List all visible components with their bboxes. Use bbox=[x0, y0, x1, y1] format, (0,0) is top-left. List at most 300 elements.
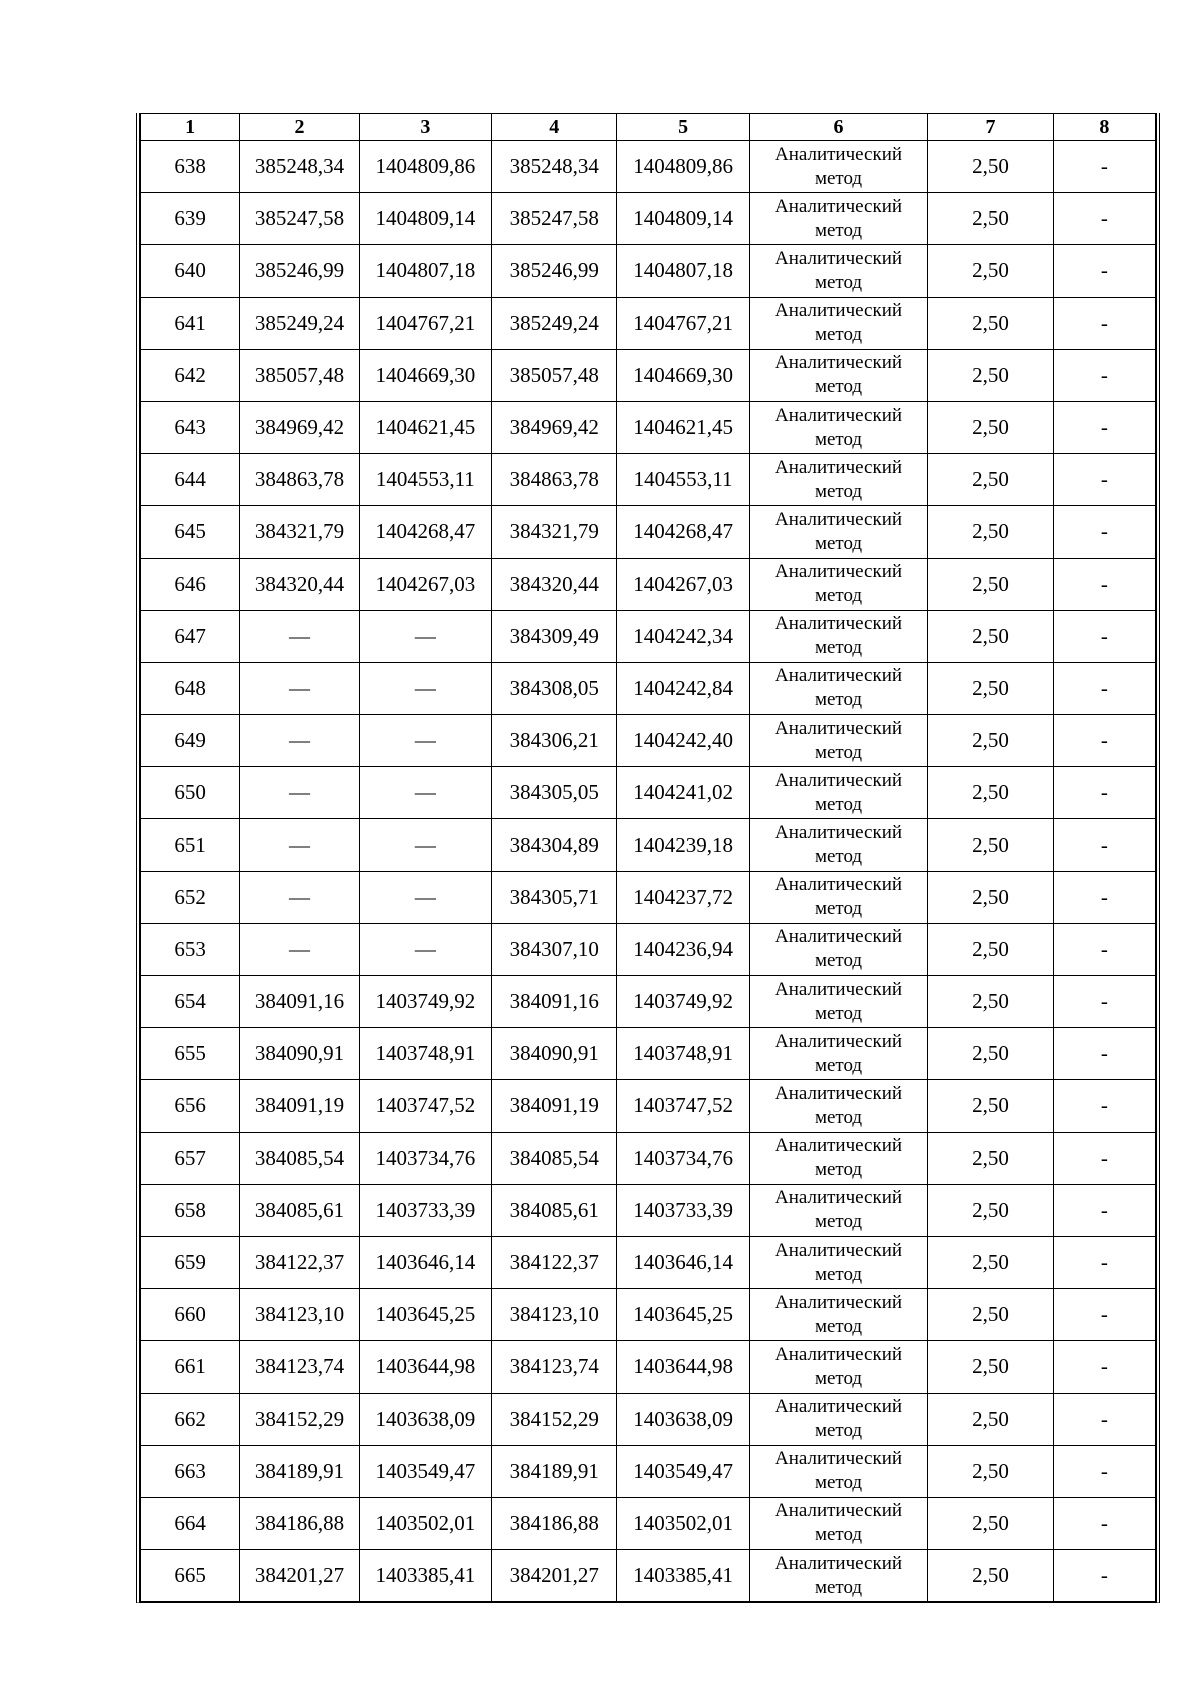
method-line-2: метод bbox=[814, 167, 863, 189]
method-line-1: Аналитический bbox=[774, 1239, 903, 1261]
x-old-cell: — bbox=[240, 715, 359, 767]
column-header: 8 bbox=[1053, 114, 1155, 141]
method-line-1: Аналитический bbox=[774, 665, 903, 687]
method-line-2: метод bbox=[814, 689, 863, 711]
coordinates-table bbox=[140, 113, 1156, 1602]
method-cell bbox=[749, 193, 928, 245]
method-line-2: метод bbox=[814, 219, 863, 241]
y-new-cell: 1404242,40 bbox=[617, 715, 749, 767]
column-header: 2 bbox=[240, 114, 359, 141]
y-old-cell: 1403502,01 bbox=[359, 1497, 491, 1549]
x-old-cell: — bbox=[240, 871, 359, 923]
accuracy-cell: 2,50 bbox=[928, 245, 1053, 297]
table-row bbox=[141, 1393, 1156, 1445]
table-row bbox=[141, 1445, 1156, 1497]
table-row bbox=[141, 662, 1156, 714]
method-line-2: метод bbox=[814, 532, 863, 554]
method-line-1: Аналитический bbox=[774, 717, 903, 739]
note-cell: - bbox=[1053, 1445, 1155, 1497]
y-old-cell: 1404767,21 bbox=[359, 297, 491, 349]
x-new-cell: 385248,34 bbox=[492, 141, 617, 193]
accuracy-cell: 2,50 bbox=[928, 1080, 1053, 1132]
y-old-cell: 1404807,18 bbox=[359, 245, 491, 297]
accuracy-cell: 2,50 bbox=[928, 1393, 1053, 1445]
note-cell: - bbox=[1053, 715, 1155, 767]
method-line-1: Аналитический bbox=[774, 978, 903, 1000]
y-old-cell: 1404669,30 bbox=[359, 349, 491, 401]
method-line-2: метод bbox=[814, 1576, 863, 1598]
method-line-1: Аналитический bbox=[774, 300, 903, 322]
x-old-cell: 385248,34 bbox=[240, 141, 359, 193]
point-number-cell: 649 bbox=[141, 715, 240, 767]
note-cell: - bbox=[1053, 923, 1155, 975]
x-old-cell: 384969,42 bbox=[240, 401, 359, 453]
point-number-cell: 663 bbox=[141, 1445, 240, 1497]
note-cell: - bbox=[1053, 1550, 1155, 1602]
point-number-cell: 664 bbox=[141, 1497, 240, 1549]
x-new-cell: 384321,79 bbox=[492, 506, 617, 558]
y-old-cell: 1404621,45 bbox=[359, 401, 491, 453]
y-old-cell: 1403733,39 bbox=[359, 1184, 491, 1236]
method-cell bbox=[749, 976, 928, 1028]
x-old-cell: 385057,48 bbox=[240, 349, 359, 401]
method-cell bbox=[749, 662, 928, 714]
y-old-cell: 1403638,09 bbox=[359, 1393, 491, 1445]
y-new-cell: 1403385,41 bbox=[617, 1550, 749, 1602]
x-old-cell: 384085,54 bbox=[240, 1132, 359, 1184]
note-cell: - bbox=[1053, 401, 1155, 453]
y-new-cell: 1404809,86 bbox=[617, 141, 749, 193]
point-number-cell: 658 bbox=[141, 1184, 240, 1236]
method-line-2: метод bbox=[814, 898, 863, 920]
y-new-cell: 1404241,02 bbox=[617, 767, 749, 819]
table-row bbox=[141, 193, 1156, 245]
y-new-cell: 1403646,14 bbox=[617, 1236, 749, 1288]
method-line-1: Аналитический bbox=[774, 1343, 903, 1365]
x-old-cell: 384863,78 bbox=[240, 454, 359, 506]
method-line-1: Аналитический bbox=[774, 769, 903, 791]
method-line-2: метод bbox=[814, 1002, 863, 1024]
note-cell: - bbox=[1053, 1341, 1155, 1393]
method-cell bbox=[749, 558, 928, 610]
y-new-cell: 1403734,76 bbox=[617, 1132, 749, 1184]
accuracy-cell: 2,50 bbox=[928, 767, 1053, 819]
method-line-1: Аналитический bbox=[774, 404, 903, 426]
method-line-2: метод bbox=[814, 793, 863, 815]
method-line-1: Аналитический bbox=[774, 926, 903, 948]
method-cell bbox=[749, 1080, 928, 1132]
accuracy-cell: 2,50 bbox=[928, 506, 1053, 558]
y-old-cell: — bbox=[359, 871, 491, 923]
x-new-cell: 384305,05 bbox=[492, 767, 617, 819]
table-row bbox=[141, 819, 1156, 871]
point-number-cell: 645 bbox=[141, 506, 240, 558]
method-cell bbox=[749, 819, 928, 871]
x-old-cell: 384091,19 bbox=[240, 1080, 359, 1132]
table-row bbox=[141, 1132, 1156, 1184]
method-line-2: метод bbox=[814, 376, 863, 398]
y-old-cell: 1403734,76 bbox=[359, 1132, 491, 1184]
x-old-cell: 384201,27 bbox=[240, 1550, 359, 1602]
accuracy-cell: 2,50 bbox=[928, 1028, 1053, 1080]
y-old-cell: — bbox=[359, 610, 491, 662]
x-new-cell: 384969,42 bbox=[492, 401, 617, 453]
note-cell: - bbox=[1053, 1497, 1155, 1549]
note-cell: - bbox=[1053, 1393, 1155, 1445]
method-cell bbox=[749, 349, 928, 401]
x-new-cell: 385247,58 bbox=[492, 193, 617, 245]
x-new-cell: 384152,29 bbox=[492, 1393, 617, 1445]
y-new-cell: 1404239,18 bbox=[617, 819, 749, 871]
x-new-cell: 384085,61 bbox=[492, 1184, 617, 1236]
method-cell bbox=[749, 871, 928, 923]
method-line-2: метод bbox=[814, 1472, 863, 1494]
point-number-cell: 643 bbox=[141, 401, 240, 453]
x-old-cell: 384123,10 bbox=[240, 1289, 359, 1341]
note-cell: - bbox=[1053, 1028, 1155, 1080]
method-line-1: Аналитический bbox=[774, 508, 903, 530]
method-line-1: Аналитический bbox=[774, 874, 903, 896]
accuracy-cell: 2,50 bbox=[928, 141, 1053, 193]
method-line-1: Аналитический bbox=[774, 613, 903, 635]
y-old-cell: 1403549,47 bbox=[359, 1445, 491, 1497]
method-line-1: Аналитический bbox=[774, 1552, 903, 1574]
accuracy-cell: 2,50 bbox=[928, 349, 1053, 401]
x-new-cell: 384305,71 bbox=[492, 871, 617, 923]
method-line-1: Аналитический bbox=[774, 1291, 903, 1313]
accuracy-cell: 2,50 bbox=[928, 297, 1053, 349]
x-old-cell: — bbox=[240, 610, 359, 662]
accuracy-cell: 2,50 bbox=[928, 193, 1053, 245]
method-line-2: метод bbox=[814, 1211, 863, 1233]
method-cell bbox=[749, 715, 928, 767]
method-line-1: Аналитический bbox=[774, 352, 903, 374]
table-row bbox=[141, 1080, 1156, 1132]
table-row bbox=[141, 767, 1156, 819]
y-new-cell: 1404242,84 bbox=[617, 662, 749, 714]
y-new-cell: 1404553,11 bbox=[617, 454, 749, 506]
point-number-cell: 646 bbox=[141, 558, 240, 610]
note-cell: - bbox=[1053, 662, 1155, 714]
accuracy-cell: 2,50 bbox=[928, 401, 1053, 453]
accuracy-cell: 2,50 bbox=[928, 1184, 1053, 1236]
y-new-cell: 1404669,30 bbox=[617, 349, 749, 401]
x-new-cell: 384085,54 bbox=[492, 1132, 617, 1184]
table-row bbox=[141, 558, 1156, 610]
column-header: 6 bbox=[749, 114, 928, 141]
x-old-cell: 384321,79 bbox=[240, 506, 359, 558]
table-row bbox=[141, 297, 1156, 349]
note-cell: - bbox=[1053, 767, 1155, 819]
note-cell: - bbox=[1053, 1132, 1155, 1184]
y-old-cell: 1403385,41 bbox=[359, 1550, 491, 1602]
y-new-cell: 1403638,09 bbox=[617, 1393, 749, 1445]
note-cell: - bbox=[1053, 245, 1155, 297]
table-row bbox=[141, 1497, 1156, 1549]
accuracy-cell: 2,50 bbox=[928, 1497, 1053, 1549]
method-cell bbox=[749, 610, 928, 662]
point-number-cell: 653 bbox=[141, 923, 240, 975]
point-number-cell: 654 bbox=[141, 976, 240, 1028]
y-old-cell: 1403748,91 bbox=[359, 1028, 491, 1080]
point-number-cell: 640 bbox=[141, 245, 240, 297]
y-old-cell: 1404267,03 bbox=[359, 558, 491, 610]
accuracy-cell: 2,50 bbox=[928, 662, 1053, 714]
x-new-cell: 384304,89 bbox=[492, 819, 617, 871]
accuracy-cell: 2,50 bbox=[928, 558, 1053, 610]
point-number-cell: 655 bbox=[141, 1028, 240, 1080]
point-number-cell: 662 bbox=[141, 1393, 240, 1445]
method-cell bbox=[749, 454, 928, 506]
accuracy-cell: 2,50 bbox=[928, 1132, 1053, 1184]
x-old-cell: 384091,16 bbox=[240, 976, 359, 1028]
method-line-2: метод bbox=[814, 950, 863, 972]
x-new-cell: 384123,10 bbox=[492, 1289, 617, 1341]
x-new-cell: 384308,05 bbox=[492, 662, 617, 714]
x-new-cell: 384091,19 bbox=[492, 1080, 617, 1132]
y-new-cell: 1403748,91 bbox=[617, 1028, 749, 1080]
note-cell: - bbox=[1053, 506, 1155, 558]
accuracy-cell: 2,50 bbox=[928, 871, 1053, 923]
point-number-cell: 657 bbox=[141, 1132, 240, 1184]
accuracy-cell: 2,50 bbox=[928, 1289, 1053, 1341]
accuracy-cell: 2,50 bbox=[928, 1445, 1053, 1497]
x-old-cell: 385249,24 bbox=[240, 297, 359, 349]
method-line-2: метод bbox=[814, 1367, 863, 1389]
method-line-2: метод bbox=[814, 585, 863, 607]
y-new-cell: 1403502,01 bbox=[617, 1497, 749, 1549]
y-new-cell: 1403549,47 bbox=[617, 1445, 749, 1497]
x-new-cell: 385057,48 bbox=[492, 349, 617, 401]
x-new-cell: 384122,37 bbox=[492, 1236, 617, 1288]
point-number-cell: 665 bbox=[141, 1550, 240, 1602]
table-header-row bbox=[141, 114, 1156, 141]
table-row bbox=[141, 1289, 1156, 1341]
method-line-1: Аналитический bbox=[774, 1500, 903, 1522]
x-new-cell: 384863,78 bbox=[492, 454, 617, 506]
accuracy-cell: 2,50 bbox=[928, 1341, 1053, 1393]
table-row bbox=[141, 1550, 1156, 1602]
y-old-cell: — bbox=[359, 662, 491, 714]
method-cell bbox=[749, 141, 928, 193]
y-old-cell: 1404809,14 bbox=[359, 193, 491, 245]
method-line-2: метод bbox=[814, 1524, 863, 1546]
y-old-cell: — bbox=[359, 923, 491, 975]
method-line-2: метод bbox=[814, 1263, 863, 1285]
method-line-1: Аналитический bbox=[774, 822, 903, 844]
method-line-1: Аналитический bbox=[774, 456, 903, 478]
x-old-cell: — bbox=[240, 662, 359, 714]
table-row bbox=[141, 1184, 1156, 1236]
method-line-2: метод bbox=[814, 324, 863, 346]
point-number-cell: 659 bbox=[141, 1236, 240, 1288]
x-new-cell: 384320,44 bbox=[492, 558, 617, 610]
method-line-2: метод bbox=[814, 1106, 863, 1128]
note-cell: - bbox=[1053, 454, 1155, 506]
table-row bbox=[141, 1028, 1156, 1080]
x-old-cell: 385246,99 bbox=[240, 245, 359, 297]
method-line-1: Аналитический bbox=[774, 1030, 903, 1052]
method-line-2: метод bbox=[814, 1159, 863, 1181]
x-new-cell: 384201,27 bbox=[492, 1550, 617, 1602]
note-cell: - bbox=[1053, 819, 1155, 871]
x-old-cell: — bbox=[240, 767, 359, 819]
method-cell bbox=[749, 1028, 928, 1080]
note-cell: - bbox=[1053, 1236, 1155, 1288]
method-line-1: Аналитический bbox=[774, 143, 903, 165]
point-number-cell: 647 bbox=[141, 610, 240, 662]
point-number-cell: 648 bbox=[141, 662, 240, 714]
method-line-2: метод bbox=[814, 271, 863, 293]
coordinates-table-wrapper bbox=[136, 113, 1160, 1603]
point-number-cell: 642 bbox=[141, 349, 240, 401]
x-old-cell: 384123,74 bbox=[240, 1341, 359, 1393]
method-line-1: Аналитический bbox=[774, 195, 903, 217]
point-number-cell: 652 bbox=[141, 871, 240, 923]
table-body bbox=[141, 141, 1156, 1602]
point-number-cell: 650 bbox=[141, 767, 240, 819]
column-header: 5 bbox=[617, 114, 749, 141]
note-cell: - bbox=[1053, 976, 1155, 1028]
method-line-2: метод bbox=[814, 1054, 863, 1076]
table-row bbox=[141, 506, 1156, 558]
y-new-cell: 1404236,94 bbox=[617, 923, 749, 975]
table-row bbox=[141, 141, 1156, 193]
method-line-1: Аналитический bbox=[774, 247, 903, 269]
y-old-cell: — bbox=[359, 767, 491, 819]
method-cell bbox=[749, 767, 928, 819]
y-old-cell: — bbox=[359, 819, 491, 871]
method-line-2: метод bbox=[814, 846, 863, 868]
accuracy-cell: 2,50 bbox=[928, 923, 1053, 975]
method-cell bbox=[749, 1445, 928, 1497]
accuracy-cell: 2,50 bbox=[928, 1236, 1053, 1288]
method-line-2: метод bbox=[814, 480, 863, 502]
x-new-cell: 384306,21 bbox=[492, 715, 617, 767]
y-new-cell: 1403733,39 bbox=[617, 1184, 749, 1236]
x-new-cell: 385246,99 bbox=[492, 245, 617, 297]
x-new-cell: 384307,10 bbox=[492, 923, 617, 975]
x-old-cell: 384122,37 bbox=[240, 1236, 359, 1288]
accuracy-cell: 2,50 bbox=[928, 715, 1053, 767]
y-new-cell: 1403749,92 bbox=[617, 976, 749, 1028]
note-cell: - bbox=[1053, 1184, 1155, 1236]
x-new-cell: 384186,88 bbox=[492, 1497, 617, 1549]
point-number-cell: 660 bbox=[141, 1289, 240, 1341]
column-header: 7 bbox=[928, 114, 1053, 141]
note-cell: - bbox=[1053, 610, 1155, 662]
table-row bbox=[141, 1236, 1156, 1288]
y-new-cell: 1404242,34 bbox=[617, 610, 749, 662]
method-cell bbox=[749, 1550, 928, 1602]
method-line-2: метод bbox=[814, 741, 863, 763]
x-new-cell: 385249,24 bbox=[492, 297, 617, 349]
accuracy-cell: 2,50 bbox=[928, 610, 1053, 662]
x-old-cell: — bbox=[240, 819, 359, 871]
x-old-cell: 384186,88 bbox=[240, 1497, 359, 1549]
column-header: 3 bbox=[359, 114, 491, 141]
x-new-cell: 384123,74 bbox=[492, 1341, 617, 1393]
accuracy-cell: 2,50 bbox=[928, 819, 1053, 871]
point-number-cell: 641 bbox=[141, 297, 240, 349]
x-old-cell: 384090,91 bbox=[240, 1028, 359, 1080]
y-old-cell: 1403646,14 bbox=[359, 1236, 491, 1288]
y-old-cell: 1403749,92 bbox=[359, 976, 491, 1028]
method-line-1: Аналитический bbox=[774, 1082, 903, 1104]
method-cell bbox=[749, 1497, 928, 1549]
y-old-cell: — bbox=[359, 715, 491, 767]
method-cell bbox=[749, 1236, 928, 1288]
method-cell bbox=[749, 1289, 928, 1341]
method-line-2: метод bbox=[814, 1420, 863, 1442]
method-cell bbox=[749, 1393, 928, 1445]
table-row bbox=[141, 245, 1156, 297]
y-old-cell: 1404809,86 bbox=[359, 141, 491, 193]
method-cell bbox=[749, 1341, 928, 1393]
y-new-cell: 1403645,25 bbox=[617, 1289, 749, 1341]
x-old-cell: 384152,29 bbox=[240, 1393, 359, 1445]
table-row bbox=[141, 923, 1156, 975]
point-number-cell: 644 bbox=[141, 454, 240, 506]
column-header: 1 bbox=[141, 114, 240, 141]
method-cell bbox=[749, 1184, 928, 1236]
table-row bbox=[141, 715, 1156, 767]
y-new-cell: 1404809,14 bbox=[617, 193, 749, 245]
method-line-1: Аналитический bbox=[774, 1135, 903, 1157]
table-row bbox=[141, 610, 1156, 662]
method-cell bbox=[749, 923, 928, 975]
table-row bbox=[141, 349, 1156, 401]
column-header: 4 bbox=[492, 114, 617, 141]
method-cell bbox=[749, 245, 928, 297]
point-number-cell: 638 bbox=[141, 141, 240, 193]
point-number-cell: 651 bbox=[141, 819, 240, 871]
y-old-cell: 1403644,98 bbox=[359, 1341, 491, 1393]
x-old-cell: 384085,61 bbox=[240, 1184, 359, 1236]
x-old-cell: 384320,44 bbox=[240, 558, 359, 610]
table-row bbox=[141, 454, 1156, 506]
y-new-cell: 1404268,47 bbox=[617, 506, 749, 558]
accuracy-cell: 2,50 bbox=[928, 454, 1053, 506]
method-line-1: Аналитический bbox=[774, 1187, 903, 1209]
method-cell bbox=[749, 1132, 928, 1184]
method-line-2: метод bbox=[814, 637, 863, 659]
note-cell: - bbox=[1053, 558, 1155, 610]
y-old-cell: 1404268,47 bbox=[359, 506, 491, 558]
point-number-cell: 656 bbox=[141, 1080, 240, 1132]
x-old-cell: — bbox=[240, 923, 359, 975]
y-new-cell: 1404237,72 bbox=[617, 871, 749, 923]
y-old-cell: 1404553,11 bbox=[359, 454, 491, 506]
table-row bbox=[141, 401, 1156, 453]
method-cell bbox=[749, 506, 928, 558]
table-row bbox=[141, 871, 1156, 923]
table-row bbox=[141, 976, 1156, 1028]
method-line-1: Аналитический bbox=[774, 1396, 903, 1418]
note-cell: - bbox=[1053, 349, 1155, 401]
x-old-cell: 385247,58 bbox=[240, 193, 359, 245]
note-cell: - bbox=[1053, 297, 1155, 349]
x-old-cell: 384189,91 bbox=[240, 1445, 359, 1497]
method-line-1: Аналитический bbox=[774, 1448, 903, 1470]
method-line-2: метод bbox=[814, 1315, 863, 1337]
method-cell bbox=[749, 401, 928, 453]
method-cell bbox=[749, 297, 928, 349]
y-new-cell: 1403747,52 bbox=[617, 1080, 749, 1132]
method-line-2: метод bbox=[814, 428, 863, 450]
note-cell: - bbox=[1053, 193, 1155, 245]
point-number-cell: 661 bbox=[141, 1341, 240, 1393]
